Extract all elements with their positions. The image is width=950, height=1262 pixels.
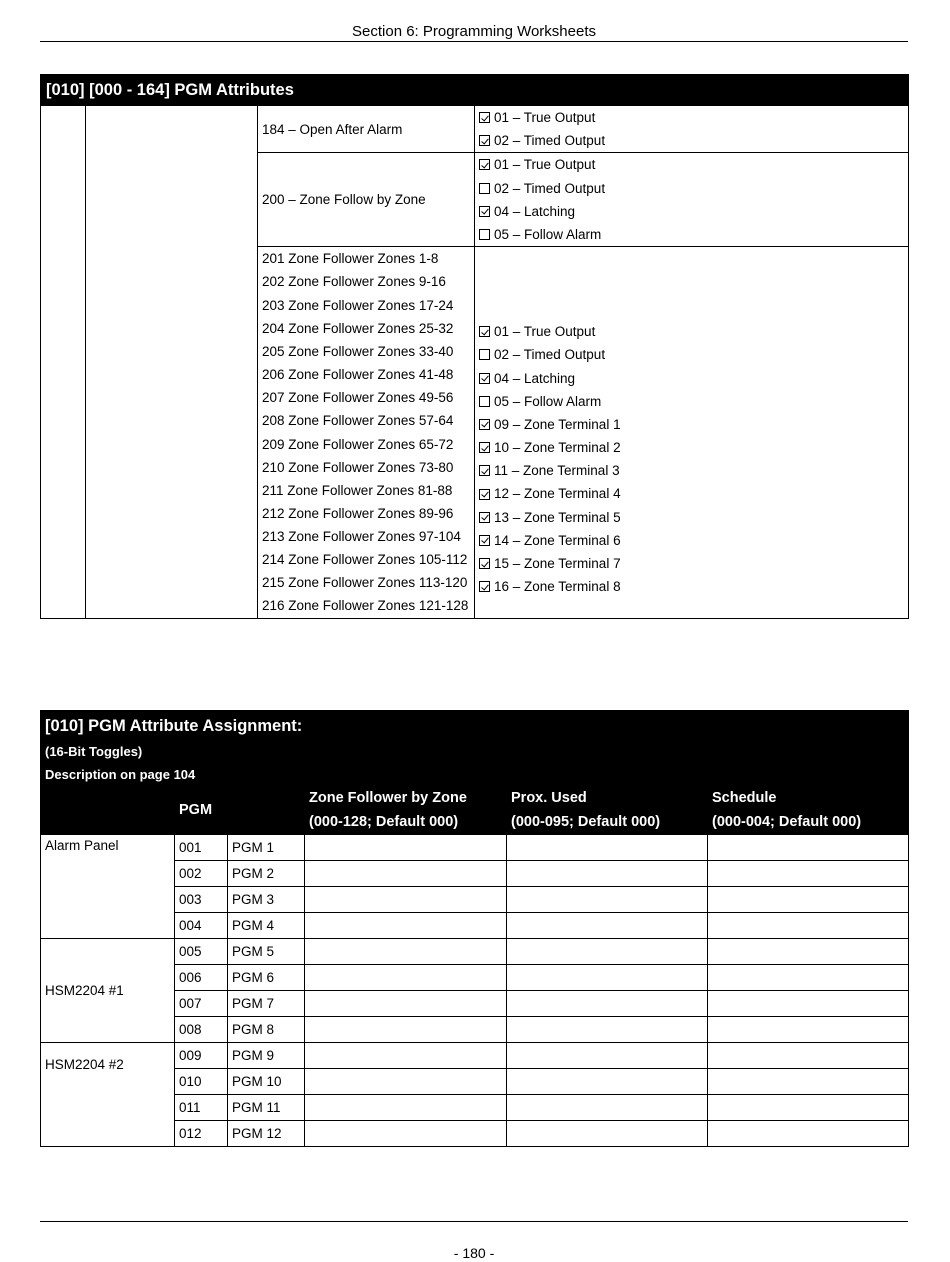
prox-used-entry-cell[interactable] bbox=[507, 887, 708, 913]
checkbox-icon bbox=[479, 206, 490, 217]
zone-follower-item: 206 Zone Follower Zones 41-48 bbox=[262, 367, 454, 383]
pgm-name: PGM 5 bbox=[228, 939, 305, 965]
option-item bbox=[475, 413, 908, 436]
pgm-number: 003 bbox=[175, 887, 228, 913]
pgm-number: 001 bbox=[175, 835, 228, 861]
option-label: 16 – Zone Terminal 8 bbox=[494, 579, 621, 595]
pgm-name: PGM 2 bbox=[228, 861, 305, 887]
zone-follower-list bbox=[258, 247, 475, 618]
pgm-number: 011 bbox=[175, 1095, 228, 1121]
option-label: 01 – True Output bbox=[494, 110, 596, 125]
option-label: 10 – Zone Terminal 2 bbox=[494, 440, 621, 456]
prox-used-entry-cell[interactable] bbox=[507, 1017, 708, 1043]
zone-follower-item: 204 Zone Follower Zones 25-32 bbox=[262, 320, 454, 336]
column-header-label: Schedule bbox=[712, 790, 777, 806]
header-divider bbox=[40, 41, 908, 42]
pgm-name: PGM 8 bbox=[228, 1017, 305, 1043]
zone-follower-item: 208 Zone Follower Zones 57-64 bbox=[262, 413, 454, 429]
checkbox-icon bbox=[479, 183, 490, 194]
prox-used-entry-cell[interactable] bbox=[507, 1121, 708, 1147]
pgm-options-cell bbox=[475, 106, 909, 153]
pgm-attribute-assignment-table bbox=[40, 710, 909, 1147]
checkbox-icon bbox=[479, 373, 490, 384]
table-row bbox=[41, 106, 909, 153]
checkbox-icon bbox=[479, 442, 490, 453]
pgm-type-label: 184 – Open After Alarm bbox=[262, 121, 403, 137]
zone-follower-item: 207 Zone Follower Zones 49-56 bbox=[262, 390, 454, 406]
prox-used-entry-cell[interactable] bbox=[507, 913, 708, 939]
pgm-number: 007 bbox=[175, 991, 228, 1017]
prox-used-entry-cell[interactable] bbox=[507, 1043, 708, 1069]
prox-used-entry-cell[interactable] bbox=[507, 835, 708, 861]
option-item bbox=[475, 129, 908, 152]
prox-used-entry-cell[interactable] bbox=[507, 965, 708, 991]
blank-header-cell bbox=[41, 786, 175, 835]
column-header-range: (000-128; Default 000) bbox=[309, 814, 459, 830]
zone-follower-entry-cell[interactable] bbox=[305, 861, 507, 887]
zone-follower-item: 216 Zone Follower Zones 121-128 bbox=[262, 597, 469, 613]
pgm-number: 004 bbox=[175, 913, 228, 939]
prox-used-entry-cell[interactable] bbox=[507, 1095, 708, 1121]
option-item bbox=[475, 436, 908, 459]
column-header-range: (000-095; Default 000) bbox=[511, 814, 661, 830]
checkbox-icon bbox=[479, 396, 490, 407]
schedule-entry-cell[interactable] bbox=[708, 1017, 909, 1043]
zone-follower-entry-cell[interactable] bbox=[305, 1121, 507, 1147]
option-item bbox=[475, 320, 908, 343]
option-item bbox=[475, 223, 908, 246]
column-header-label: Zone Follower by Zone bbox=[309, 790, 467, 806]
assignment-title: [010] PGM Attribute Assignment: bbox=[41, 711, 909, 740]
prox-used-entry-cell[interactable] bbox=[507, 1069, 708, 1095]
checkbox-icon bbox=[479, 159, 490, 170]
zone-follower-entry-cell[interactable] bbox=[305, 887, 507, 913]
pgm-attributes-title: [010] [000 - 164] PGM Attributes bbox=[41, 75, 909, 106]
zone-follower-entry-cell[interactable] bbox=[305, 1017, 507, 1043]
option-label: 11 – Zone Terminal 3 bbox=[494, 463, 620, 479]
column-header-range: (000-004; Default 000) bbox=[712, 814, 862, 830]
zone-follower-item: 213 Zone Follower Zones 97-104 bbox=[262, 529, 461, 545]
schedule-entry-cell[interactable] bbox=[708, 939, 909, 965]
footer-divider bbox=[40, 1221, 908, 1222]
option-item bbox=[475, 153, 908, 176]
option-item bbox=[475, 106, 908, 129]
pgm-name: PGM 6 bbox=[228, 965, 305, 991]
option-item bbox=[475, 552, 908, 575]
blank-column-cell bbox=[86, 106, 258, 619]
zone-follower-item: 203 Zone Follower Zones 17-24 bbox=[262, 297, 454, 313]
schedule-entry-cell[interactable] bbox=[708, 1043, 909, 1069]
checkbox-icon bbox=[479, 512, 490, 523]
zone-follower-item: 205 Zone Follower Zones 33-40 bbox=[262, 343, 454, 359]
zone-follower-item: 211 Zone Follower Zones 81-88 bbox=[262, 483, 453, 498]
checkbox-icon bbox=[479, 135, 490, 146]
pgm-number: 006 bbox=[175, 965, 228, 991]
option-item bbox=[475, 200, 908, 223]
table-row bbox=[41, 939, 909, 965]
schedule-entry-cell[interactable] bbox=[708, 887, 909, 913]
pgm-name: PGM 9 bbox=[228, 1043, 305, 1069]
page-number: - 180 - bbox=[453, 1245, 495, 1261]
column-header-prox-used bbox=[507, 786, 708, 835]
option-label: 01 – True Output bbox=[494, 324, 596, 340]
checkbox-icon bbox=[479, 419, 490, 430]
zone-follower-options-cell bbox=[475, 247, 909, 618]
checkbox-icon bbox=[479, 326, 490, 337]
zone-follower-entry-cell[interactable] bbox=[305, 1043, 507, 1069]
pgm-type-name bbox=[258, 106, 475, 153]
zone-follower-entry-cell[interactable] bbox=[305, 835, 507, 861]
pgm-number: 008 bbox=[175, 1017, 228, 1043]
schedule-entry-cell[interactable] bbox=[708, 1095, 909, 1121]
pgm-options-cell bbox=[475, 153, 909, 247]
prox-used-entry-cell[interactable] bbox=[507, 861, 708, 887]
option-item bbox=[475, 529, 908, 552]
column-header-pgm: PGM bbox=[175, 786, 305, 835]
pgm-name: PGM 10 bbox=[228, 1069, 305, 1095]
schedule-entry-cell[interactable] bbox=[708, 1069, 909, 1095]
checkbox-icon bbox=[479, 229, 490, 240]
pgm-attributes-table bbox=[40, 74, 909, 619]
checkbox-icon bbox=[479, 581, 490, 592]
group-name: HSM2204 #1 bbox=[41, 939, 175, 1043]
group-name: Alarm Panel bbox=[41, 835, 175, 939]
prox-used-entry-cell[interactable] bbox=[507, 991, 708, 1017]
blank-column-cell bbox=[41, 106, 86, 619]
zone-follower-entry-cell[interactable] bbox=[305, 913, 507, 939]
schedule-entry-cell[interactable] bbox=[708, 835, 909, 861]
option-item bbox=[475, 575, 908, 598]
option-label: 15 – Zone Terminal 7 bbox=[494, 556, 621, 571]
checkbox-icon bbox=[479, 535, 490, 546]
option-item bbox=[475, 482, 908, 505]
checkbox-icon bbox=[479, 465, 490, 476]
pgm-name: PGM 1 bbox=[228, 835, 305, 861]
pgm-name: PGM 4 bbox=[228, 913, 305, 939]
pgm-name: PGM 7 bbox=[228, 991, 305, 1017]
pgm-number: 010 bbox=[175, 1069, 228, 1095]
option-item bbox=[475, 343, 908, 366]
option-label: 04 – Latching bbox=[494, 203, 576, 219]
option-label: 13 – Zone Terminal 5 bbox=[494, 509, 621, 525]
zone-follower-entry-cell[interactable] bbox=[305, 991, 507, 1017]
column-header-schedule bbox=[708, 786, 909, 835]
zone-follower-entry-cell[interactable] bbox=[305, 965, 507, 991]
option-item bbox=[475, 459, 908, 482]
zone-follower-item: 202 Zone Follower Zones 9-16 bbox=[262, 274, 446, 290]
pgm-name: PGM 3 bbox=[228, 887, 305, 913]
schedule-entry-cell[interactable] bbox=[708, 965, 909, 991]
group-name: HSM2204 #2 bbox=[41, 1043, 175, 1147]
assignment-subtitle: (16-Bit Toggles) bbox=[41, 740, 909, 763]
zone-follower-item: 215 Zone Follower Zones 113-120 bbox=[262, 574, 468, 590]
zone-follower-item: 214 Zone Follower Zones 105-112 bbox=[262, 551, 468, 567]
column-header-zone-follower bbox=[305, 786, 507, 835]
pgm-number: 009 bbox=[175, 1043, 228, 1069]
table-row bbox=[41, 1043, 909, 1069]
option-label: 02 – Timed Output bbox=[494, 180, 606, 196]
zone-follower-entry-cell[interactable] bbox=[305, 1069, 507, 1095]
option-label: 09 – Zone Terminal 1 bbox=[494, 416, 621, 432]
pgm-type-label: 200 – Zone Follow by Zone bbox=[262, 192, 426, 208]
checkbox-icon bbox=[479, 558, 490, 569]
pgm-name: PGM 11 bbox=[228, 1095, 305, 1121]
pgm-number: 005 bbox=[175, 939, 228, 965]
assignment-description: Description on page 104 bbox=[41, 763, 909, 786]
zone-follower-item: 210 Zone Follower Zones 73-80 bbox=[262, 459, 454, 475]
option-label: 01 – True Output bbox=[494, 157, 596, 173]
zone-follower-entry-cell[interactable] bbox=[305, 1095, 507, 1121]
schedule-entry-cell[interactable] bbox=[708, 991, 909, 1017]
zone-follower-item: 209 Zone Follower Zones 65-72 bbox=[262, 436, 454, 452]
zone-follower-item: 201 Zone Follower Zones 1-8 bbox=[262, 251, 439, 267]
zone-follower-item: 212 Zone Follower Zones 89-96 bbox=[262, 506, 454, 522]
option-item bbox=[475, 390, 908, 413]
option-label: 14 – Zone Terminal 6 bbox=[494, 532, 621, 548]
table-row bbox=[41, 835, 909, 861]
pgm-type-name bbox=[258, 153, 475, 247]
checkbox-icon bbox=[479, 112, 490, 123]
checkbox-icon bbox=[479, 489, 490, 500]
option-label: 02 – Timed Output bbox=[494, 347, 606, 363]
option-label: 05 – Follow Alarm bbox=[494, 226, 602, 242]
pgm-number: 002 bbox=[175, 861, 228, 887]
schedule-entry-cell[interactable] bbox=[708, 1121, 909, 1147]
page-header-title: Section 6: Programming Worksheets bbox=[352, 23, 596, 40]
schedule-entry-cell[interactable] bbox=[708, 913, 909, 939]
option-label: 12 – Zone Terminal 4 bbox=[494, 486, 621, 502]
column-header-label: Prox. Used bbox=[511, 790, 587, 806]
option-label: 02 – Timed Output bbox=[494, 133, 606, 149]
option-item bbox=[475, 506, 908, 529]
option-label: 05 – Follow Alarm bbox=[494, 393, 602, 409]
option-label: 04 – Latching bbox=[494, 370, 576, 386]
schedule-entry-cell[interactable] bbox=[708, 861, 909, 887]
zone-follower-entry-cell[interactable] bbox=[305, 939, 507, 965]
option-item bbox=[475, 367, 908, 390]
prox-used-entry-cell[interactable] bbox=[507, 939, 708, 965]
pgm-number: 012 bbox=[175, 1121, 228, 1147]
option-item bbox=[475, 177, 908, 200]
pgm-name: PGM 12 bbox=[228, 1121, 305, 1147]
checkbox-icon bbox=[479, 349, 490, 360]
